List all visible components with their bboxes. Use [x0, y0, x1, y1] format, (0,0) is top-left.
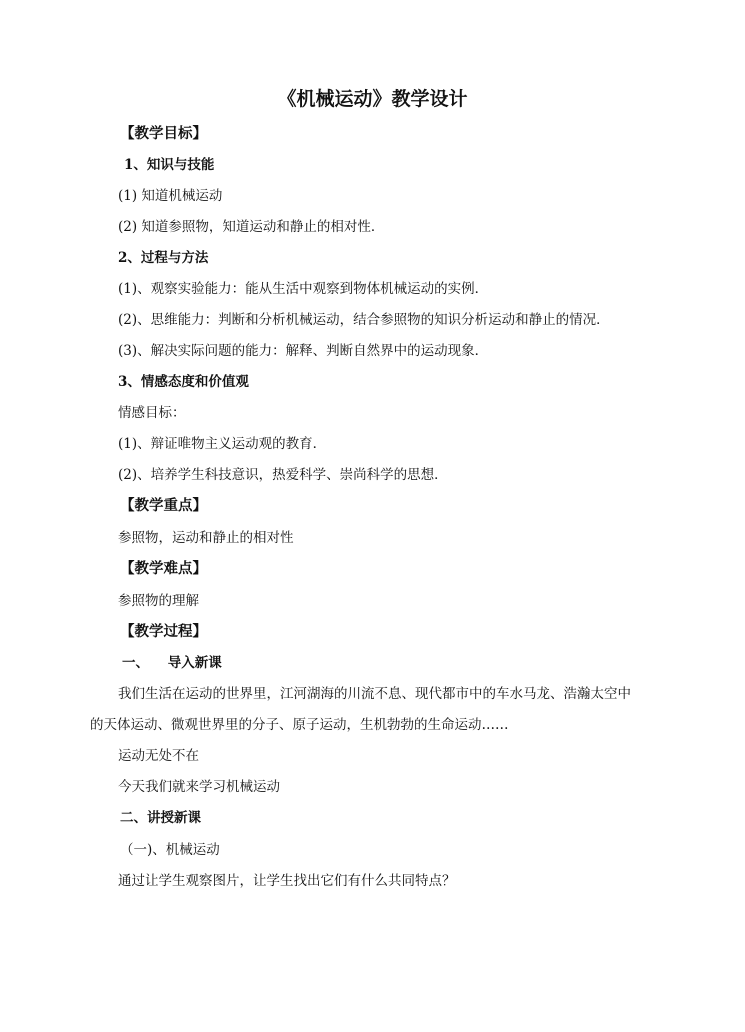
- heading-process: 【教学过程】: [120, 623, 207, 640]
- paragraph: 通过让学生观察图片，让学生找出它们有什么共同特点？: [118, 873, 456, 889]
- heading-key-points: 【教学重点】: [120, 497, 207, 514]
- list-item: (2)、培养学生科技意识，热爱科学、崇尚科学的思想．: [118, 467, 448, 483]
- paragraph: 参照物的理解: [118, 593, 199, 609]
- subheading-mechanical-motion: （一)、机械运动: [120, 842, 220, 858]
- subheading-introduction: 一、 导入新课: [122, 655, 222, 671]
- paragraph: 情感目标：: [118, 405, 186, 421]
- subheading-attitudes-values: 3、情感态度和价值观: [118, 374, 249, 390]
- paragraph: 参照物，运动和静止的相对性: [118, 530, 294, 546]
- list-item: (1)、观察实验能力：能从生活中观察到物体机械运动的实例．: [118, 281, 489, 297]
- subheading-new-lesson: 二、讲授新课: [120, 810, 201, 826]
- list-item: (1)、辩证唯物主义运动观的教育．: [118, 436, 327, 452]
- list-item: (1) 知道机械运动: [118, 188, 223, 204]
- paragraph: 我们生活在运动的世界里，江河湖海的川流不息、现代都市中的车水马龙、浩瀚太空中: [118, 686, 631, 702]
- heading-difficulties: 【教学难点】: [120, 560, 207, 577]
- heading-objectives: 【教学目标】: [120, 125, 207, 142]
- subheading-knowledge-skills: 1、知识与技能: [124, 157, 215, 173]
- document-title: 《机械运动》教学设计: [277, 88, 468, 110]
- list-item: (2)、思维能力：判断和分析机械运动，结合参照物的知识分析运动和静止的情况．: [118, 312, 610, 328]
- list-item: (3)、解决实际问题的能力：解释、判断自然界中的运动现象．: [118, 343, 489, 359]
- paragraph: 运动无处不在: [118, 748, 199, 764]
- subheading-process-methods: 2、过程与方法: [118, 250, 209, 266]
- list-item: (2) 知道参照物，知道运动和静止的相对性．: [118, 219, 385, 235]
- paragraph: 今天我们就来学习机械运动: [118, 779, 280, 795]
- paragraph: 的天体运动、微观世界里的分子、原子运动，生机勃勃的生命运动……: [90, 717, 509, 733]
